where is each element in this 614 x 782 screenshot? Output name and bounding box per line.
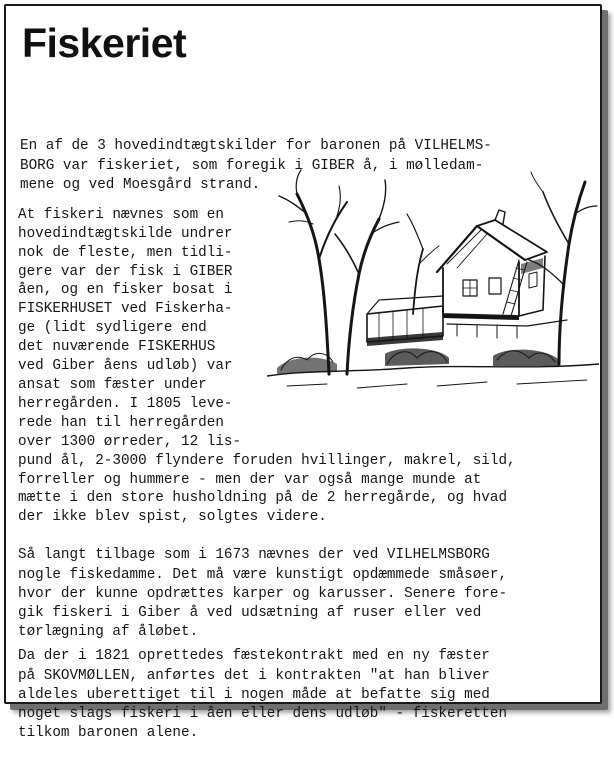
intro-line: BORG var fiskeriet, som foregik i GIBER å, i mølledam- bbox=[20, 157, 484, 174]
text-line: åen, og en fisker bosat i bbox=[18, 282, 233, 299]
text-line: nok de fleste, men tidli- bbox=[18, 244, 233, 261]
text-line: ge (lidt sydligere end bbox=[18, 320, 207, 337]
text-line: aldeles uberettiget til i nogen måde at befatte sig med bbox=[18, 686, 490, 703]
text-line: på SKOVMØLLEN, anførtes det i kontrakten "at han bliver bbox=[18, 667, 490, 684]
text-line: forreller og hummere - men der var også mange munde at bbox=[18, 471, 482, 488]
text-line: tilkom baronen alene. bbox=[18, 725, 199, 742]
text-line: Så langt tilbage som i 1673 nævnes der ved VILHELMSBORG bbox=[18, 547, 490, 564]
text-line: hovedindtægtskilde undrer bbox=[18, 225, 233, 242]
text-line: herregården. I 1805 leve- bbox=[18, 395, 233, 412]
text-line: rede han til herregården bbox=[18, 414, 224, 431]
text-line: ved Giber åens udløb) var bbox=[18, 358, 233, 375]
document-frame bbox=[4, 4, 602, 742]
text-line: pund ål, 2-3000 flyndere foruden hvillinger, makrel, sild, bbox=[18, 452, 516, 469]
text-line: At fiskeri nævnes som en bbox=[18, 206, 224, 223]
paragraph-tenancy-contract bbox=[18, 609, 507, 782]
text-line: nogle fiskedamme. Det må være kunstigt opdæmmede småsøer, bbox=[18, 566, 508, 583]
intro-line: En af de 3 hovedindtægtskilder for baronen på VILHELMS- bbox=[20, 138, 492, 154]
text-line: ansat som fæster under bbox=[18, 376, 207, 393]
text-line: Da der i 1821 oprettedes fæstekontrakt med en ny fæster bbox=[18, 648, 490, 665]
intro-line: mene og ved Moesgård strand. bbox=[20, 177, 261, 193]
fisherman-house-sketch bbox=[267, 164, 599, 396]
text-line: gik fiskeri i Giber å ved udsætning af ruser eller ved bbox=[18, 605, 482, 622]
page-title: Fiskeriet bbox=[22, 20, 187, 66]
text-line: hvor der kunne opdrættes karper og karusser. Senere fore- bbox=[18, 585, 508, 602]
text-line: FISKERHUSET ved Fiskerha- bbox=[18, 301, 233, 318]
text-line: over 1300 ørreder, 12 lis- bbox=[18, 433, 242, 450]
text-line: der ikke blev spist, solgtes videre. bbox=[18, 509, 327, 526]
text-line: det nuværende FISKERHUS bbox=[18, 339, 216, 356]
text-line: tørlægning af åløbet. bbox=[18, 624, 199, 641]
text-line: mætte i den store husholdning på de 2 herregårde, og hvad bbox=[18, 490, 508, 507]
text-line: noget slags fiskeri i åen eller dens udløb" - fiskeretten bbox=[18, 706, 508, 723]
text-line: gere var der fisk i GIBER bbox=[18, 263, 233, 280]
